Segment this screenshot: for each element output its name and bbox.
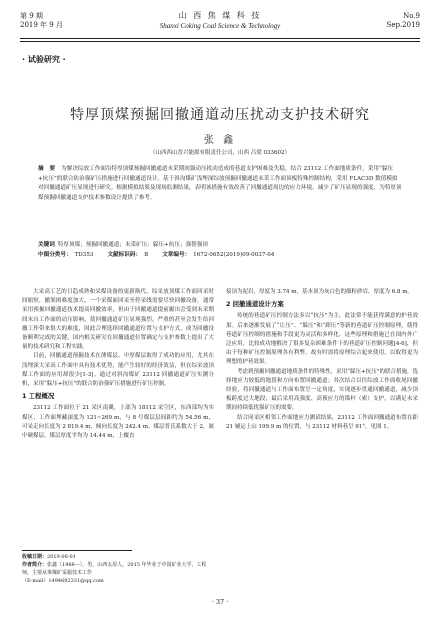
- article-number-value: 1672-0652(2019)09-0037-04: [193, 252, 275, 258]
- paragraph: 接顶为泥岩，厚度为 3.74 m，基本顶为灰白色的细粒砂岩，厚度为 6.8 m。: [226, 289, 413, 295]
- paragraph: 考虑到预掘回撤通道地质条件的特殊性，采用“躲压+抗压”的联合措施，选择地应力较低的地段和方向布置回撤通道；其次结合以往综放工作面收尾回撤经验，将回撤通道与工作面布置呈一定角度，实现逐步贯通回撤通道，减少顶板跨度过大地段；最后采用高强度、高预应力的锚杆（索）支护，以满足末采期间持续低扰强矿压的需要。: [226, 368, 418, 412]
- abstract: [38, 165, 402, 203]
- doc-code-label: 文献标识码：: [107, 252, 142, 258]
- header-right: [387, 12, 420, 30]
- abstract-label: 摘 要: [38, 166, 58, 172]
- header-rule-thick: [20, 38, 420, 39]
- date-right: Sep.2019: [386, 21, 420, 29]
- header-center: [20, 10, 420, 32]
- keywords-label: 关键词: [38, 242, 55, 248]
- paper-title: 特厚顶煤预掘回撤通道动压扰动支护技术研究: [70, 107, 370, 123]
- footnote: [22, 553, 214, 585]
- paragraph: 传统的巷道矿压控制方法多以“抗压”为主，此法常不能获得满意的护巷效果。后来逐渐发展了“让压”、“躲压”和“卸压”等新的巷道矿压控制原理，使得巷道矿压控制的措施和手段更为灵活和多样化。这些原理和措施已在国内外广泛应用，比较成功地解决了很多复杂困难条件下的巷道矿压控制问题[4-6]，但由于每种矿压控制原理各有利弊，故有时需将原理综合起来使用，以取得更为理想的护巷效果。: [226, 313, 418, 366]
- body-column-right: [226, 288, 418, 432]
- classification: [38, 251, 402, 260]
- page-number: · 37 ·: [211, 598, 229, 606]
- author-bio: [22, 561, 214, 577]
- header-rule-thin: [20, 41, 420, 42]
- issue-right: No.9: [403, 12, 420, 20]
- running-header: [20, 8, 420, 38]
- author: 张 鑫: [203, 135, 237, 146]
- section-heading: 2 回撤通道设计方案: [226, 300, 284, 309]
- bio-text: 张鑫（1988—），男，山西太原人，2015 年毕业于中国矿业大学，工程师，主要从事煤矿采掘技术工作: [22, 562, 207, 576]
- section-heading: 1 工程概况: [22, 392, 55, 401]
- doc-code-value: B: [144, 252, 149, 258]
- abstract-text: 为解决综放工作面沿特厚顶煤预掘回撤通道末采期间强动压扰动造成的巷道支护困难及失稳，结合 23112 工作面地质条件，采用“躲压+抗压”的联合防治强矿压措施进行回撤通道设计。基于斜沟煤矿浅埋深综放预掘回撤通道末采工作面顶板特殊控制结构，采用 FLAC3D 数值模拟对回撤通道矿压显现进行研究。根据模拟结果及现场监测结果，表明该措施有效改善了回撤通道周边的应力环境，减少了矿压显现的强度，为特厚顶煤预掘回撤通道支护技术参数设计提供了参考。: [38, 166, 402, 201]
- issue-left: 第 9 期: [20, 12, 43, 20]
- section-tag: · 试验研究 ·: [22, 55, 66, 64]
- paragraph: 结合同采区相邻工作面地应力测试结果，23112 工作面回撤通道布置在距 21 辅运上山 199.9 m 的位置，与 23112 材料巷呈 91°，见图 1。: [226, 414, 418, 430]
- journal-title-en: Shanxi Coking Coal Science & Technology: [159, 22, 281, 30]
- author-contact: （E-mail）1494692331@qq.com: [22, 578, 104, 584]
- keywords: [38, 241, 402, 250]
- paragraph: 大采高工艺的日趋成熟和采煤设备的更新换代，综采放顶煤工作面回采时间缩短，撤架困难度加大。一个采煤面回采至停采线需要尽快回撤设备，通常采用预掘回撤通道技术提高回撤效率，但由于回撤通道提前掘出会受到末采期间末自工作面的动压影响，使回撤通道矿压显现强烈，严重的甚至会发生给回撤工作带来很大的难度，因此合理选择回撤通道位置与支护方式，成为回撤设备顺利完成的关键。国内相关研究在回撤通道位置确定与支护参数上提出了大量的技术研究和工程实践。: [22, 289, 214, 351]
- clc-label: 中图分类号：: [38, 252, 72, 258]
- bio-label: 作者简介：: [22, 562, 48, 568]
- received-value: 2019-06-01: [47, 554, 76, 560]
- paragraph: 目前，回撤通道预掘技术在薄煤层、中厚煤层取得了成功的应用，尤其在浅埋深大采高工作面中具有技术优势，能产生较好的经济效益，但在综采放顶煤工作面的应用却很少[1-3]。通过对斜沟煤矿 23112 回撤通道矿压实测分析，采用“躲压+抗压”的联合防治强矿压措施进行矿压控制。: [22, 353, 214, 388]
- received-date: [22, 553, 214, 561]
- paragraph: 23112 工作面位于 21 采区南翼，上部为 18112 采空区，东西部均为实煤区，工作面埋藏深度为 121~269 m，与 8 号煤层层间距约为 54.56 m，可采走向长度为 2 819.4 m，倾向长度为 242.4 m。煤层普氏系数大于 2，属中硬煤层。煤层厚度平均为 14.44 m，上覆直: [22, 405, 214, 440]
- clc-value: TD353: [74, 252, 94, 258]
- footnote-rule: [22, 550, 132, 551]
- journal-title-cn: 山 西 焦 煤 科 技: [178, 11, 262, 20]
- article-number-label: 文章编号：: [162, 252, 191, 258]
- received-label: 收稿日期：: [22, 554, 48, 560]
- keywords-text: 特厚顶煤；预掘回撤通道；末采矿压；躲压+抗压；强帮强顶: [57, 242, 208, 248]
- body-column-left: [22, 288, 214, 441]
- affiliation: （山西西山晋兴能源有限责任公司，山西 吕梁 033602）: [150, 150, 290, 156]
- date-left: 2019 年 9 月: [20, 21, 63, 29]
